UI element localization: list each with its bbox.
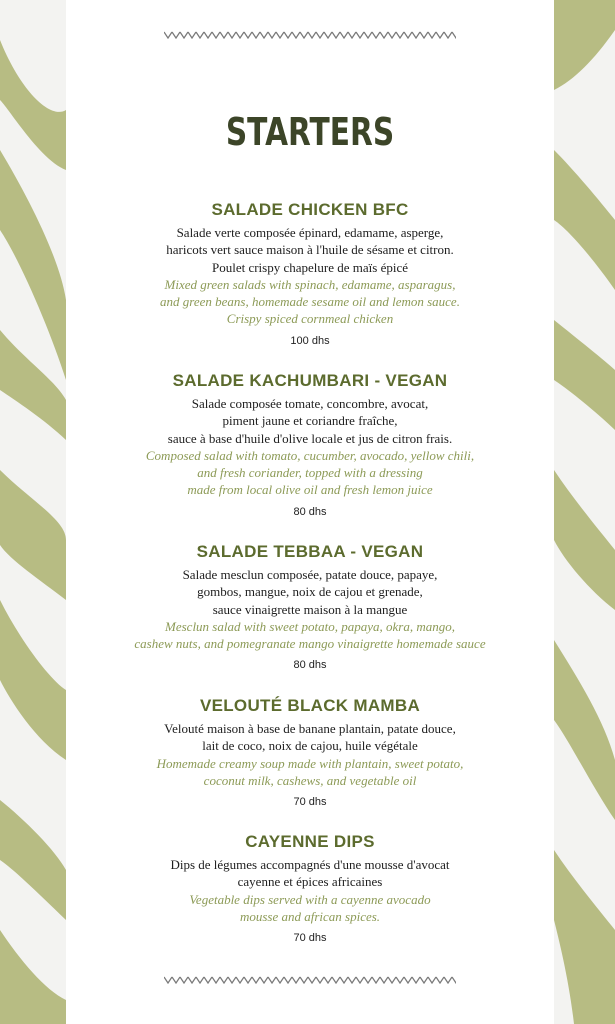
item-description-en: Homemade creamy soup made with plantain, sweet potato, coconut milk, cashews, and vegetable oil	[156, 755, 464, 788]
menu-item	[66, 541, 554, 672]
item-description-en: Vegetable dips served with a cayenne avocado mousse and african spices.	[189, 891, 431, 924]
menu-item	[66, 199, 554, 348]
item-name: VELOUTÉ BLACK MAMBA	[199, 696, 421, 715]
item-price: 70 dhs	[293, 932, 327, 945]
item-description-en: Mixed green salads with spinach, edamame, asparagus, and green beans, homemade sesame oil and lemon sauce. Crispy spiced cornmeal chicken	[160, 276, 460, 327]
item-description-en: Mesclun salad with sweet potato, papaya, okra, mango, cashew nuts, and pomegranate mango vinaigrette homemade sauce	[134, 618, 486, 652]
menu-panel	[66, 0, 554, 1024]
item-description-en: Composed salad with tomato, cucumber, avocado, yellow chili, and fresh coriander, topped with a dressing made from local olive oil and fresh lemon juice	[145, 447, 475, 498]
item-description-fr: Velouté maison à base de banane plantain, patate douce, lait de coco, noix de cajou, huile végétale	[164, 721, 456, 754]
item-name: SALADE KACHUMBARI - VEGAN	[172, 371, 448, 390]
item-description-fr: Salade composée tomate, concombre, avocat, piment jaune et coriandre fraîche, sauce à base d'huile d'olive locale et jus de citron frais.	[167, 396, 453, 446]
item-name: SALADE TEBBAA - VEGAN	[196, 542, 424, 561]
menu-item	[66, 831, 554, 945]
left-decorative-pattern	[0, 0, 66, 1024]
item-price: 80 dhs	[293, 505, 327, 518]
section-title: STARTERS	[225, 110, 395, 154]
item-price: 70 dhs	[293, 796, 327, 809]
menu-item	[66, 370, 554, 519]
item-description-fr: Dips de légumes accompagnés d'une mousse d'avocat cayenne et épices africaines	[170, 857, 450, 890]
item-price: 100 dhs	[290, 334, 330, 347]
item-price: 80 dhs	[293, 659, 327, 672]
item-description-fr: Salade verte composée épinard, edamame, asperge, haricots vert sauce maison à l'huile de sésame et citron. Poulet crispy chapelure de maïs épicé	[166, 225, 454, 275]
item-name: SALADE CHICKEN BFC	[211, 200, 409, 219]
bottom-zigzag-divider	[164, 976, 456, 984]
top-zigzag-divider	[164, 31, 456, 39]
right-decorative-pattern	[554, 0, 615, 1024]
item-name: CAYENNE DIPS	[245, 832, 375, 851]
menu-item	[66, 695, 554, 809]
item-description-fr: Salade mesclun composée, patate douce, papaye, gombos, mangue, noix de cajou et grenade, sauce vinaigrette maison à la mangue	[182, 567, 438, 617]
